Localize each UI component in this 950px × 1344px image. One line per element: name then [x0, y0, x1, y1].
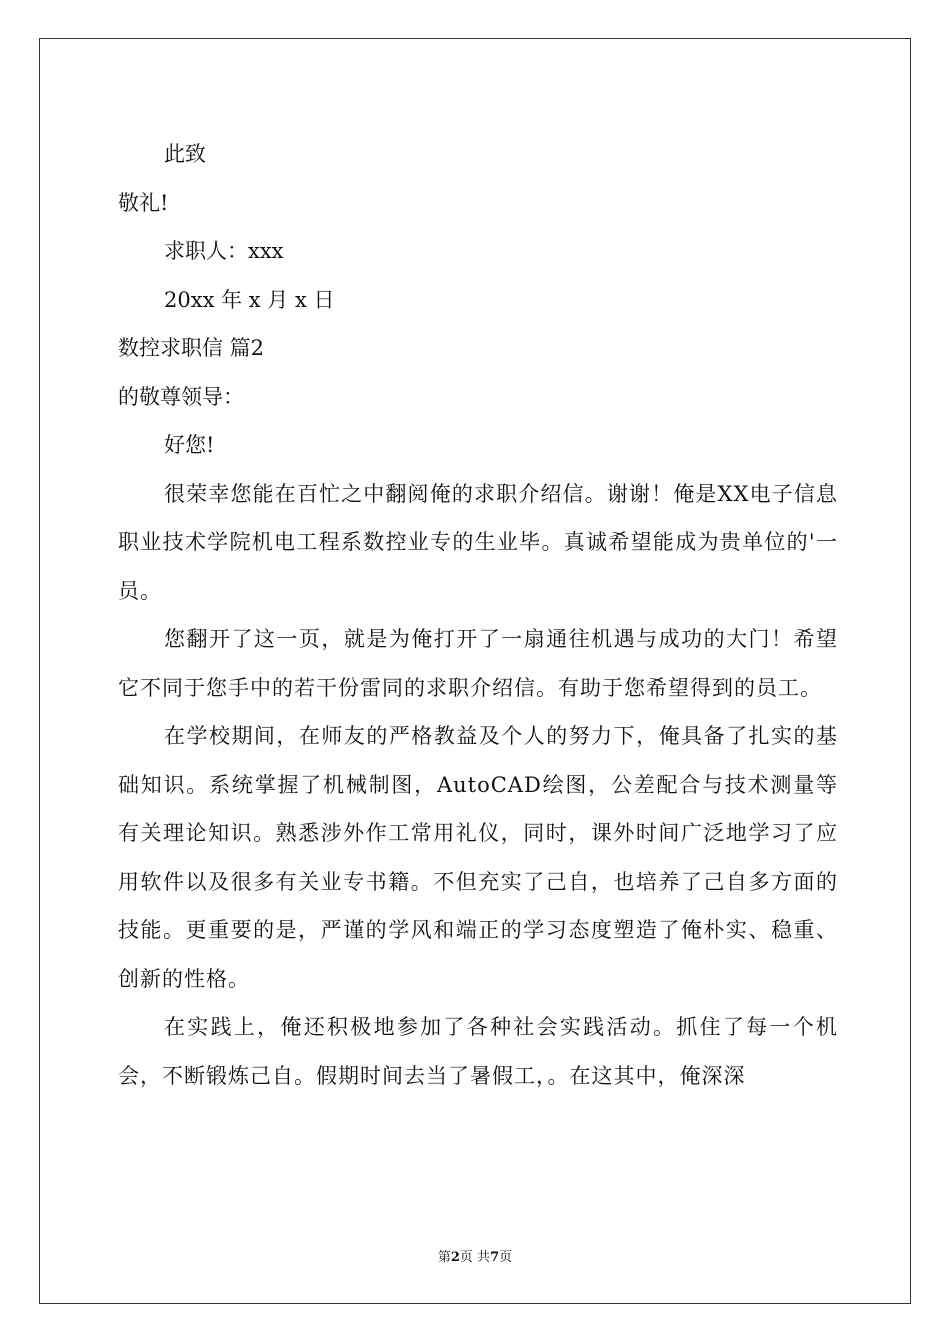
page-mid: 页 共	[459, 1250, 491, 1265]
greeting-line: 好您!	[164, 433, 215, 457]
salute-line: 敬礼!	[118, 190, 169, 215]
page-footer	[0, 1246, 950, 1265]
page-suffix: 页	[499, 1250, 513, 1265]
page-current: 2	[450, 1250, 460, 1265]
paragraph: 很荣幸您能在百忙之中翻阅俺的求职介绍信。谢谢！俺是XX电子信息职业技术学院机电工程系数控业专的生业毕。真诚希望能成为贵单位的'一员。	[118, 481, 838, 603]
recipient-line: 的敬尊领导：	[118, 384, 244, 409]
closing-line: 此致	[164, 142, 206, 166]
document-body	[118, 130, 838, 1100]
section-title: 数控求职信 篇2	[118, 336, 265, 360]
paragraph: 您翻开了这一页，就是为俺打开了一扇通往机遇与成功的大门！希望它不同于您手中的若干份雷同的求职介绍信。有助于您希望得到的员工。	[118, 627, 838, 700]
paragraph: 在实践上，俺还积极地参加了各种社会实践活动。抓住了每一个机会，不断锻炼己自。假期时间去当了暑假工，。在这其中，俺深深	[118, 1015, 838, 1088]
signer-line: 求职人：xxx	[164, 239, 284, 263]
paragraph: 在学校期间，在师友的严格教益及个人的努力下，俺具备了扎实的基础知识。系统掌握了机械制图，AutoCAD绘图，公差配合与技术测量等有关理论知识。熟悉涉外作工常用礼仪，同时，课外时间广泛地学习了应用软件以及很多有关业专书籍。不但充实了己自，也培养了己自多方面的技能。更重要的是，严谨的学风和端正的学习态度塑造了俺朴实、稳重、创新的性格。	[118, 724, 838, 991]
date-line: 20xx 年 x 月 x 日	[164, 287, 335, 312]
page-prefix: 第	[437, 1250, 451, 1265]
page-total: 7	[490, 1250, 500, 1265]
